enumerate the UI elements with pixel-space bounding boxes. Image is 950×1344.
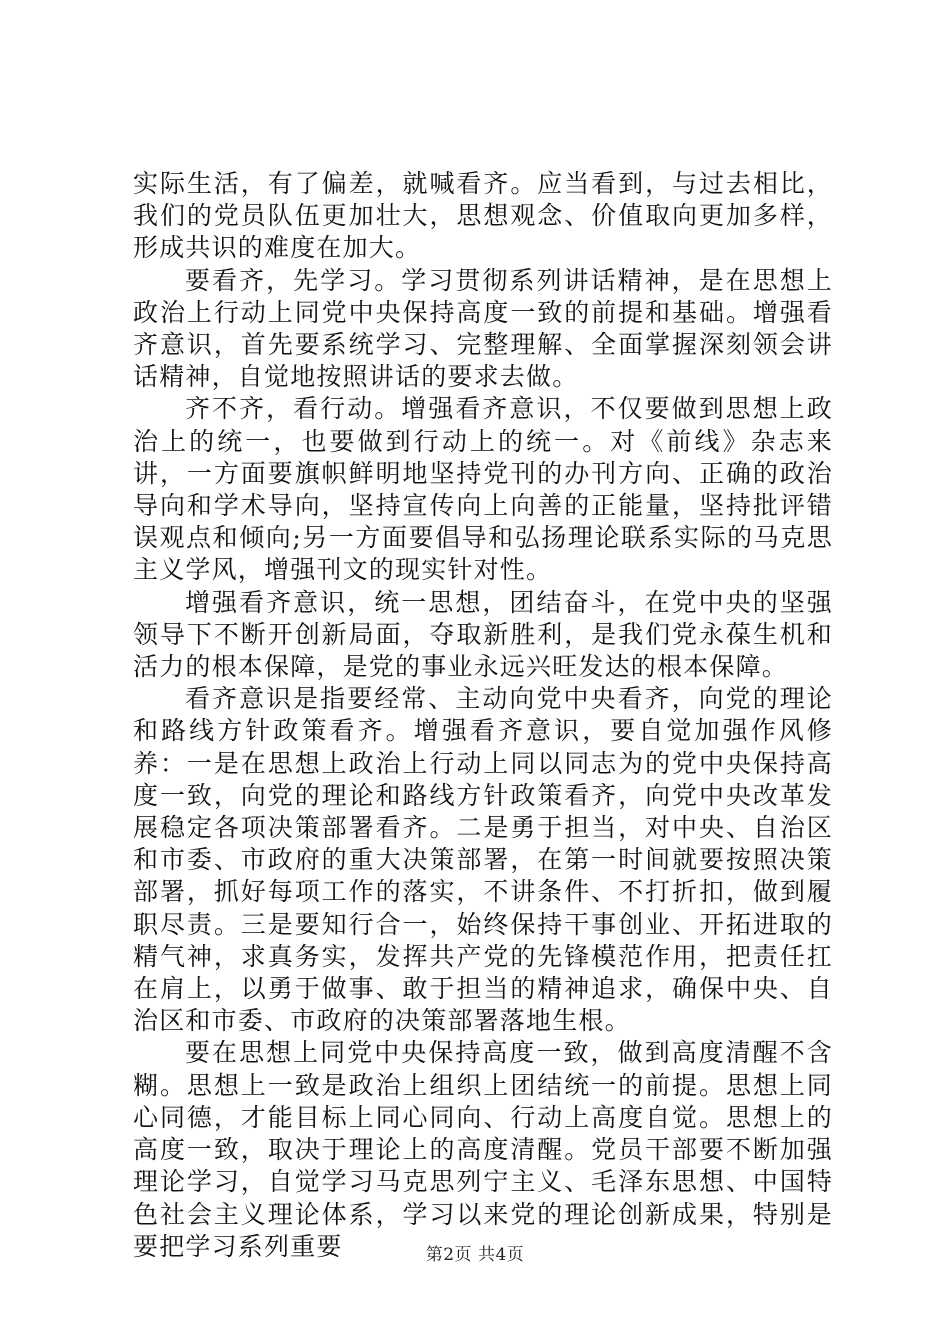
paragraph-1: 实际生活，有了偏差，就喊看齐。应当看到，与过去相比，我们的党员队伍更加壮大，思想观念、价值取向更加多样，形成共识的难度在加大。 (133, 169, 833, 263)
paragraph-3: 齐不齐，看行动。增强看齐意识，不仅要做到思想上政治上的统一，也要做到行动上的统一。对《前线》杂志来讲，一方面要旗帜鲜明地坚持党刊的办刊方向、正确的政治导向和学术导向，坚持宣传向上向善的正能量，坚持批评错误观点和倾向;另一方面要倡导和弘扬理论联系实际的马克思主义学风，增强刊文的现实针对性。 (133, 394, 833, 585)
paragraph-4: 增强看齐意识，统一思想，团结奋斗，在党中央的坚强领导下不断开创新局面，夺取新胜利，是我们党永葆生机和活力的根本保障，是党的事业永远兴旺发达的根本保障。 (133, 587, 833, 682)
paragraph-2: 要看齐，先学习。学习贯彻系列讲话精神，是在思想上政治上行动上同党中央保持高度一致的前提和基础。增强看齐意识，首先要系统学习、完整理解、全面掌握深刻领会讲话精神，自觉地按照讲话的要求去做。 (133, 265, 833, 392)
page-footer: 第2页 共4页 (425, 1245, 525, 1265)
paragraph-6: 要在思想上同党中央保持高度一致，做到高度清醒不含糊。思想上一致是政治上组织上团结统一的前提。思想上同心同德，才能目标上同心同向、行动上高度自觉。思想上的高度一致，取决于理论上的高度清醒。党员干部要不断加强理论学习，自觉学习马克思列宁主义、毛泽东思想、中国特色社会主义理论体系，学习以来党的理论创新成果，特别是要把学习系列重要 (133, 1038, 833, 1261)
paragraph-5: 看齐意识是指要经常、主动向党中央看齐，向党的理论和路线方针政策看齐。增强看齐意识，要自觉加强作风修养：一是在思想上政治上行动上同以同志为的党中央保持高度一致，向党的理论和路线方针政策看齐，向党中央改革发展稳定各项决策部署看齐。二是勇于担当，对中央、自治区和市委、市政府的重大决策部署，在第一时间就要按照决策部署，抓好每项工作的落实，不讲条件、不打折扣，做到履职尽责。三是要知行合一，始终保持干事创业、开拓进取的精气神，求真务实，发挥共产党的先锋模范作用，把责任扛在肩上，以勇于做事、敢于担当的精神追求，确保中央、自治区和市委、市政府的决策部署落地生根。 (133, 684, 833, 1036)
body-text (133, 168, 833, 1263)
